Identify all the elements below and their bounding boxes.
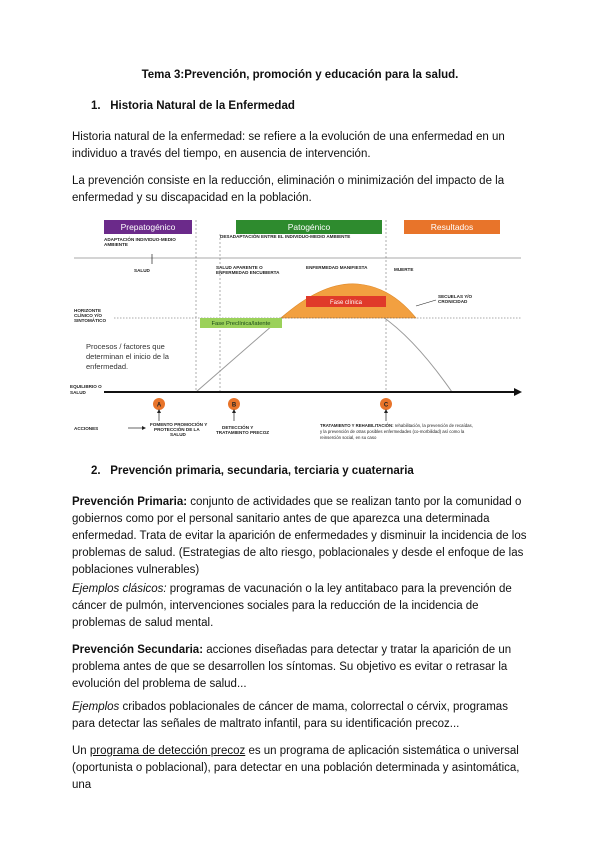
acciones-arrow-head: [142, 426, 146, 430]
section-2-heading: [91, 465, 414, 477]
ejemplos-label: Ejemplos: [72, 701, 120, 713]
label-secuelas: SECUELAS Y/O: [438, 294, 473, 299]
label-horizonte: HORIZONTE: [74, 308, 102, 313]
timeline-arrow: [514, 388, 522, 396]
label-secuelas-2: CRONICIDAD: [438, 299, 468, 304]
paragraph-prevencion-primaria: [72, 494, 532, 579]
label-desadaptacion: DESADAPTACIÓN ENTRE EL INDIVIDUO-MEDIO AMBIENTE: [220, 234, 351, 239]
primaria-label: Prevención Primaria:: [72, 496, 188, 508]
primaria-text: conjunto de actividades que se realizan tanto por la comunidad o gobiernos como por el personal sanitario antes de que aparezca una determinada enfermedad. Trata de evitar la aparición de enfermedades y disminuir la incidencia de los problemas de salud. (Estrategias de alto riesgo, poblacionales y desde el enfoque de las poblaciones vulnerables): [72, 496, 527, 576]
label-fomento: FOMENTO PROMOCIÓN Y: [150, 422, 208, 427]
label-horizonte-3: SINTOMÁTICO: [74, 318, 107, 323]
programa-prefix: Un: [72, 745, 90, 757]
label-fomento-2: PROTECCIÓN DE LA: [154, 427, 200, 432]
label-fomento-3: SALUD: [170, 432, 186, 437]
label-tratamiento-3: reinserción social, en su caso: [320, 435, 377, 440]
marker-b-label: B: [231, 402, 237, 409]
label-salud: SALUD: [134, 268, 150, 273]
label-deteccion: DETECCIÓN Y: [222, 425, 254, 430]
section-1-number: 1.: [91, 100, 101, 112]
label-adaptacion: ADAPTACIÓN INDIVIDUO-MEDIO: [104, 237, 176, 242]
label-muerte: MUERTE: [394, 267, 414, 272]
section-1-title: Historia Natural de la Enfermedad: [110, 100, 295, 112]
label-enfermedad-manifiesta: ENFERMEDAD MANIFIESTA: [306, 265, 368, 270]
natural-history-diagram: [66, 214, 528, 450]
header-patogenico-label: Patogénico: [287, 222, 331, 232]
ejemplos-clasicos-label: Ejemplos clásicos:: [72, 583, 167, 595]
label-horizonte-2: CLÍNICO Y/O: [74, 313, 102, 318]
header-patogenico: [236, 220, 382, 234]
secuelas-pointer: [416, 300, 436, 306]
document-title: Tema 3:Prevención, promoción y educación para la salud.: [141, 69, 459, 81]
fase-clinica-label: Fase clínica: [329, 300, 363, 306]
label-tratamiento-1: TRATAMIENTO Y REHABILITACIÓN: rehabilitación, la prevención de recaídas,: [320, 423, 473, 428]
paragraph-ejemplos-clasicos: [72, 581, 532, 632]
section-1-heading: [91, 100, 295, 112]
label-acciones: ACCIONES: [74, 426, 99, 431]
paragraph-prevencion: La prevención consiste en la reducción, eliminación o minimización del impacto de la enfermedad y su discapacidad en la población.: [72, 175, 505, 204]
secundaria-label: Prevención Secundaria:: [72, 644, 204, 656]
header-resultados: [404, 220, 500, 234]
secundaria-text: acciones diseñadas para detectar y tratar la aparición de un problema antes de que se desarrollen los síntomas. Su objetivo es evitar o retrasar la evolución del problema de salud...: [72, 644, 512, 690]
ejemplos-text: cribados poblacionales de cáncer de mama, colorrectal o cérvix, programas para detectar las señales de maltrato infantil, para su identificación precoz...: [72, 701, 508, 730]
procesos-line-1: Procesos / factores que: [86, 342, 165, 351]
marker-c-label: C: [383, 402, 389, 409]
label-deteccion-2: TRATAMIENTO PRECOZ: [216, 430, 270, 435]
fase-preclinica-label: Fase Preclínica/latente: [211, 321, 271, 327]
header-resultados-label: Resultados: [430, 222, 474, 232]
section-2-title: Prevención primaria, secundaria, terciaria y cuaternaria: [110, 465, 414, 477]
section-2-number: 2.: [91, 465, 101, 477]
paragraph-prevencion-secundaria: [72, 642, 532, 693]
procesos-line-2: determinan el inicio de la: [86, 352, 169, 361]
paragraph-ejemplos: [72, 699, 532, 733]
header-prepatogenico-label: Prepatogénico: [120, 222, 176, 232]
label-equilibrio-2: SALUD: [70, 390, 86, 395]
procesos-line-3: enfermedad.: [86, 362, 129, 371]
programa-text: es un programa de aplicación sistemática o universal (oportunista o poblacional), para detectar en una población determinada y asintomática, una: [72, 745, 520, 791]
label-equilibrio: EQUILIBRIO O: [70, 384, 102, 389]
programa-link: programa de detección precoz: [89, 745, 246, 757]
label-salud-aparente: SALUD APARENTE O: [216, 265, 263, 270]
label-adaptacion-2: AMBIENTE: [104, 242, 128, 247]
label-salud-aparente-2: ENFERMEDAD ENCUBIERTA: [216, 270, 280, 275]
marker-a-label: A: [156, 402, 162, 409]
paragraph-programa-deteccion: [72, 743, 532, 794]
header-prepatogenico: [104, 220, 192, 234]
paragraph-historia-natural: Historia natural de la enfermedad: se refiere a la evolución de una enfermedad en un individuo a través del tiempo, en ausencia de intervención.: [72, 131, 505, 160]
ejemplos-clasicos-text: programas de vacunación o la ley antitabaco para la prevención de cáncer de pulmón, intervenciones sociales para la reducción de la incidencia de problemas de salud mental.: [72, 583, 512, 629]
label-tratamiento-2: y la prevención de otras posibles enfermedades (co-morbilidad) así como la: [320, 429, 465, 434]
